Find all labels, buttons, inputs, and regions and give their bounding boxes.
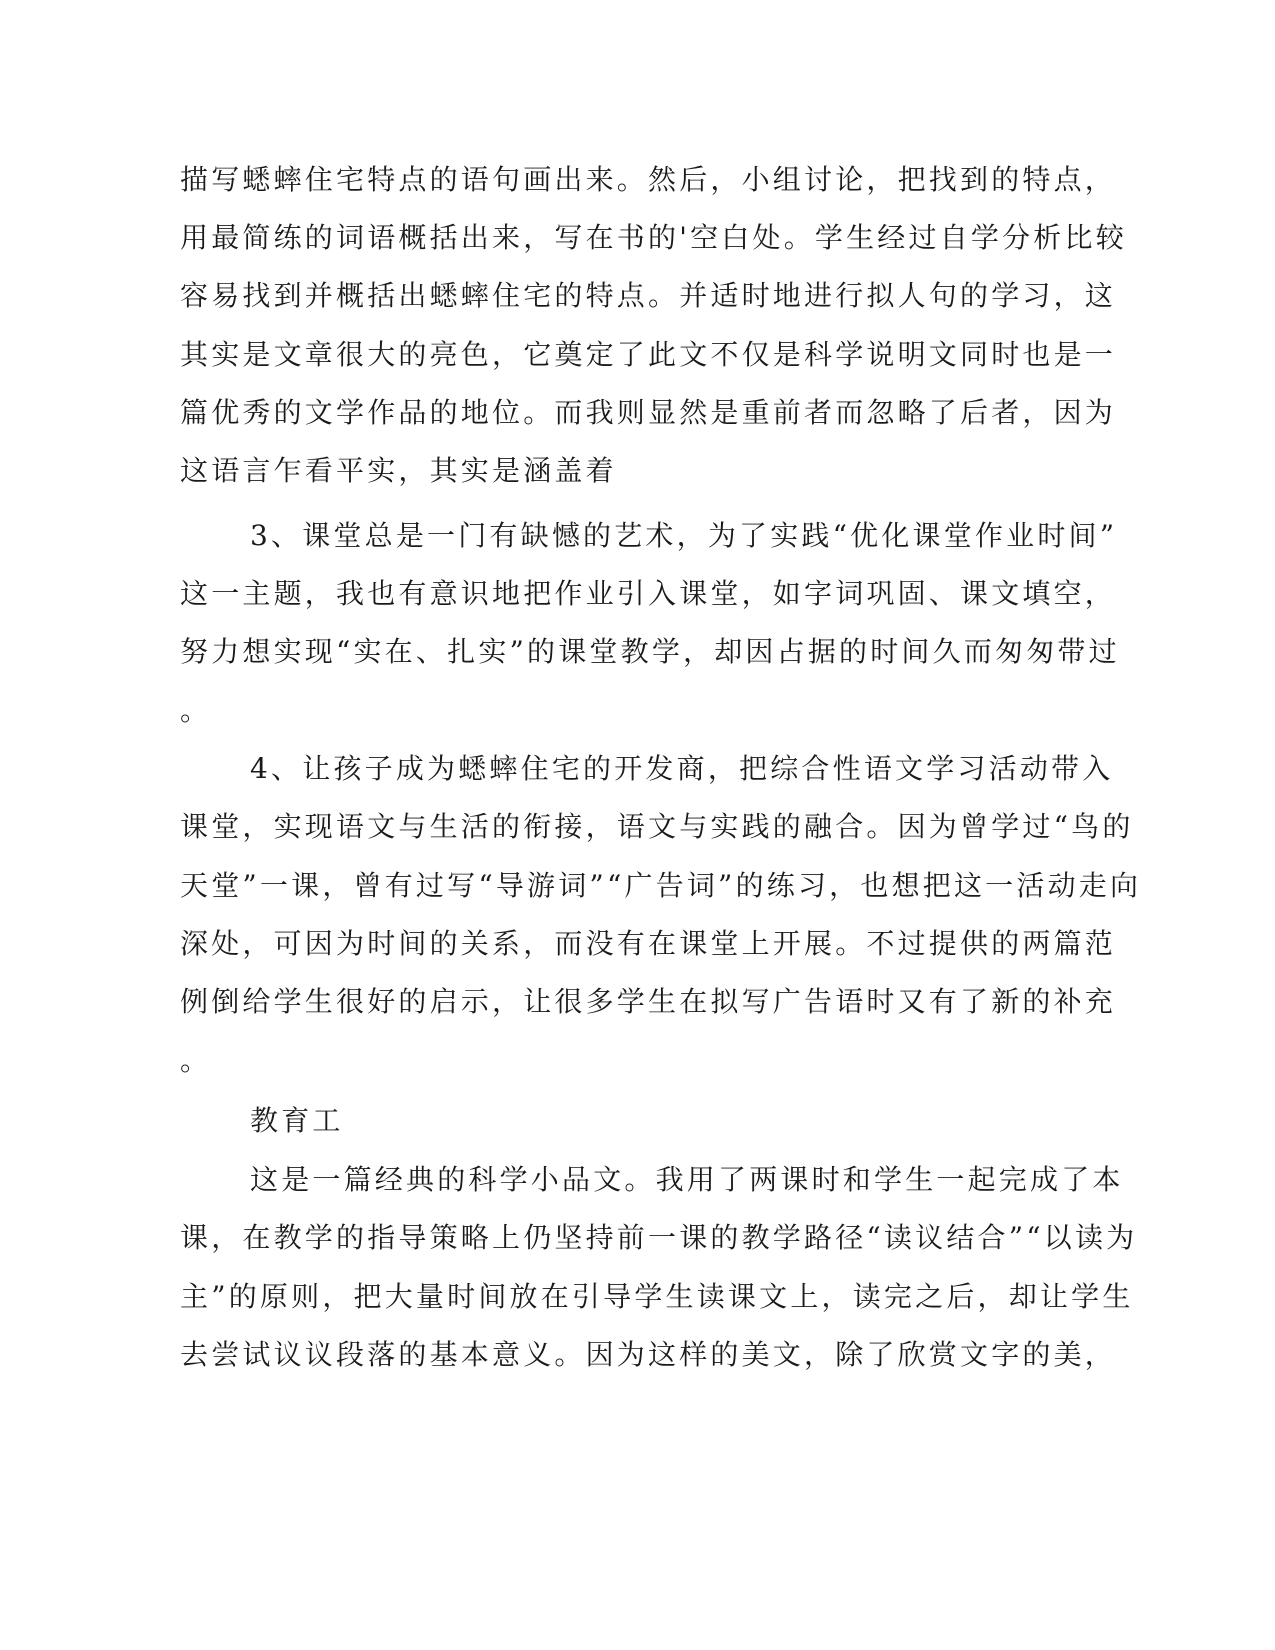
text-line: 努力想实现“实在、扎实”的课堂教学，却因占据的时间久而匆匆带过	[180, 635, 1120, 668]
text-line: 天堂”一课，曾有过写“导游词”“广告词”的练习，也想把这一活动走向	[180, 869, 1142, 902]
text-line: 描写蟋蟀住宅特点的语句画出来。然后，小组讨论，把找到的特点，	[180, 163, 1117, 196]
text-line: 容易找到并概括出蟋蟀住宅的特点。并适时地进行拟人句的学习，这	[180, 279, 1117, 312]
text-line: 例倒给学生很好的启示，让很多学生在拟写广告语时又有了新的补充	[180, 985, 1117, 1018]
text-line: 这语言乍看平实，其实是涵盖着	[180, 454, 617, 487]
text-line: 课堂，实现语文与生活的衔接，语文与实践的融合。因为曾学过“鸟的	[180, 810, 1134, 843]
text-line: 课，在教学的指导策略上仍坚持前一课的教学路径“读议结合”“以读为	[180, 1221, 1138, 1254]
text-line: 4、让孩子成为蟋蟀住宅的开发商，把综合性语文学习活动带入	[250, 752, 1114, 785]
text-line: 用最简练的词语概括出来，写在书的'空白处。学生经过自学分析比较	[180, 221, 1127, 254]
text-line: 其实是文章很大的亮色，它奠定了此文不仅是科学说明文同时也是一	[180, 338, 1117, 371]
text-line: 篇优秀的文学作品的地位。而我则显然是重前者而忽略了后者，因为	[180, 396, 1117, 429]
text-line: 。	[180, 1044, 212, 1077]
text-line: 。	[180, 694, 212, 727]
text-line: 去尝试议议段落的基本意义。因为这样的美文，除了欣赏文字的美，	[180, 1338, 1117, 1371]
text-line: 这一主题，我也有意识地把作业引入课堂，如字词巩固、课文填空，	[180, 577, 1117, 610]
text-line: 3、课堂总是一门有缺憾的艺术，为了实践“优化课堂作业时间”	[250, 519, 1118, 552]
text-line: 主”的原则，把大量时间放在引导学生读课文上，读完之后，却让学生	[180, 1280, 1134, 1313]
section-heading: 教育工	[250, 1104, 344, 1137]
text-line: 深处，可因为时间的关系，而没有在课堂上开展。不过提供的两篇范	[180, 927, 1117, 960]
text-line: 这是一篇经典的科学小品文。我用了两课时和学生一起完成了本	[250, 1163, 1124, 1196]
